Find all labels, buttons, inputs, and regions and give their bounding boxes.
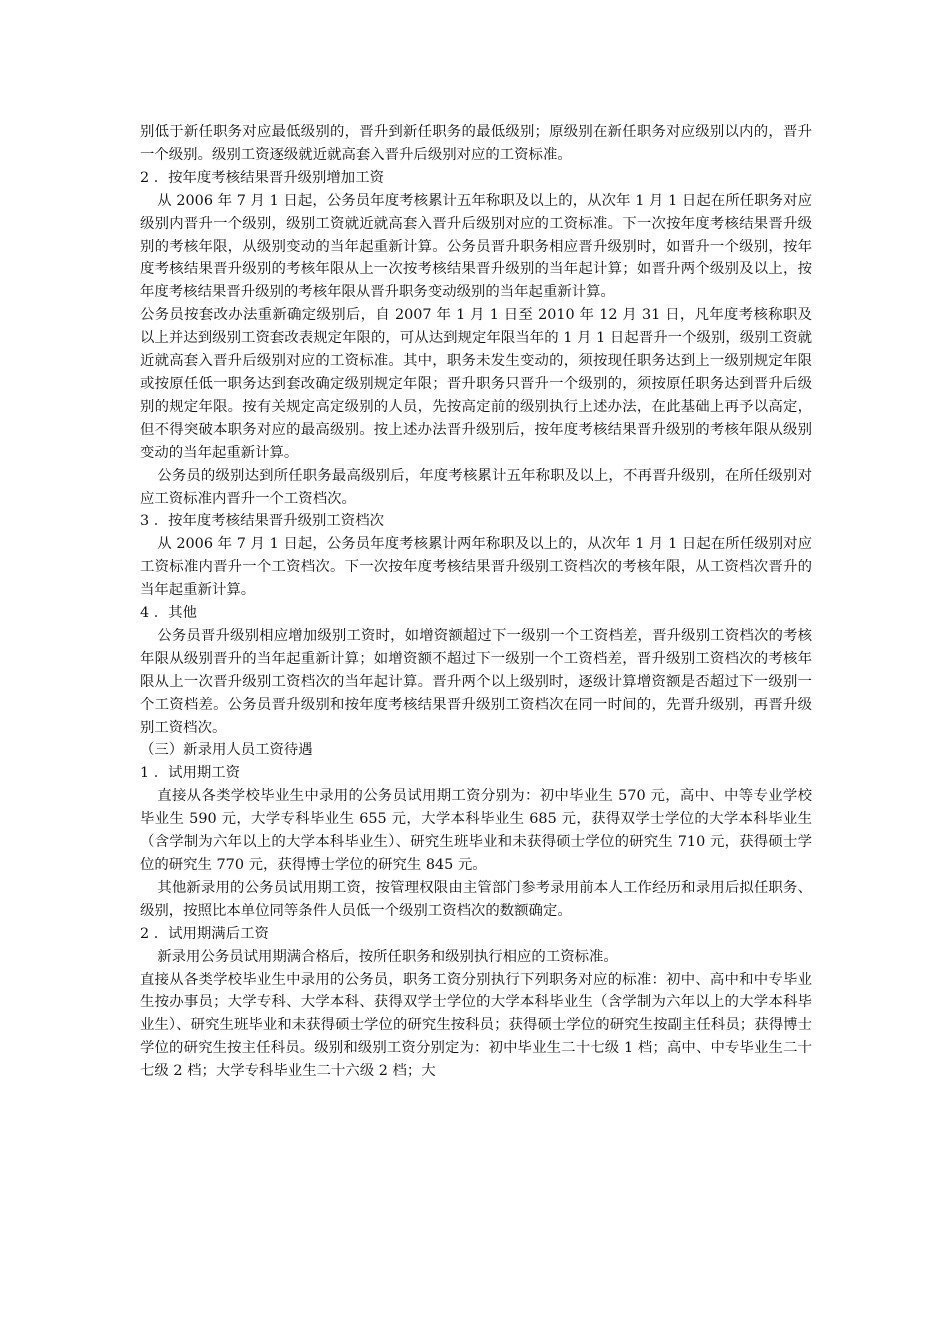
section-heading: 2 ．试用期满后工资	[140, 925, 269, 942]
body-paragraph: 公务员晋升级别相应增加级别工资时，如增资额超过下一级别一个工资档差，晋升级别工资档次的考核年限从级别晋升的当年起重新计算；如增资额不超过下一级别一个工资档差，晋升级别工资档次的考核年限从上一次晋升级别工资档次的当年起计算。晋升两个以上级别时，逐级计算增资额是否超过下一级别一个工资档差。公务员晋升级别和按年度考核结果晋升级别工资档次在同一时间的，先晋升级别，再晋升级别工资档次。	[140, 627, 812, 736]
section-heading: 2 ．按年度考核结果晋升级别增加工资	[140, 169, 384, 186]
section-heading: （三）新录用人员工资待遇	[140, 742, 313, 759]
document-body	[140, 121, 812, 1083]
body-paragraph: 其他新录用的公务员试用期工资，按管理权限由主管部门参考录用前本人工作经历和录用后拟任职务、级别，按照比本单位同等条件人员低一个级别工资档次的数额确定。	[140, 879, 812, 919]
body-paragraph: 从 2006 年 7 月 1 日起，公务员年度考核累计五年称职及以上的，从次年 1 月 1 日起在所任职务对应级别内晋升一个级别，级别工资就近就高套入晋升后级别对应的工资标准。下一次按年度考核结果晋升级别的考核年限，从级别变动的当年起重新计算。公务员晋升职务相应晋升级别时，如晋升一个级别，按年度考核结果晋升级别的考核年限从上一次按考核结果晋升级别的当年起计算；如晋升两个级别及以上，按年度考核结果晋升级别的考核年限从晋升职务变动级别的当年起重新计算。	[140, 192, 812, 301]
body-paragraph: 公务员的级别达到所任职务最高级别后，年度考核累计五年称职及以上，不再晋升级别，在所任级别对应工资标准内晋升一个工资档次。	[140, 467, 812, 507]
section-heading: 4 ．其他	[140, 605, 197, 622]
body-paragraph: 直接从各类学校毕业生中录用的公务员，职务工资分别执行下列职务对应的标准：初中、高中和中专毕业生按办事员；大学专科、大学本科、获得双学士学位的大学本科毕业生（含学制为六年以上的大学本科毕业生）、研究生班毕业和未获得硕士学位的研究生按科员；获得硕士学位的研究生按副主任科员；获得博士学位的研究生按主任科员。级别和级别工资分别定为：初中毕业生二十七级 1 档；高中、中专毕业生二十七级 2 档；大学专科毕业生二十六级 2 档；大	[140, 971, 812, 1080]
body-paragraph: 公务员按套改办法重新确定级别后，自 2007 年 1 月 1 日至 2010 年 12 月 31 日，凡年度考核称职及以上并达到级别工资套改表规定年限的，可从达到规定年限当年的 1 月 1 日起晋升一个级别，级别工资就近就高套入晋升后级别对应的工资标准。其中，职务未发生变动的，须按现任职务达到上一级别规定年限或按原任低一职务达到套改确定级别规定年限；晋升职务只晋升一个级别的，须按原任职务达到晋升后级别的规定年限。按有关规定高定级别的人员，先按高定前的级别执行上述办法，在此基础上再予以高定，但不得突破本职务对应的最高级别。按上述办法晋升级别后，按年度考核结果晋升级别的考核年限从级别变动的当年起重新计算。	[140, 307, 812, 461]
body-paragraph: 直接从各类学校毕业生中录用的公务员试用期工资分别为：初中毕业生 570 元，高中、中等专业学校毕业生 590 元，大学专科毕业生 655 元，大学本科毕业生 685 元，获得双学士学位的大学本科毕业生（含学制为六年以上的大学本科毕业生）、研究生班毕业和未获得硕士学位的研究生 710 元，获得硕士学位的研究生 770 元，获得博士学位的研究生 845 元。	[140, 788, 812, 873]
body-paragraph: 别低于新任职务对应最低级别的，晋升到新任职务的最低级别；原级别在新任职务对应级别以内的，晋升一个级别。级别工资逐级就近就高套入晋升后级别对应的工资标准。	[140, 124, 812, 163]
section-heading: 1 ．试用期工资	[140, 765, 241, 782]
body-paragraph: 新录用公务员试用期满合格后，按所任职务和级别执行相应的工资标准。	[157, 948, 618, 965]
body-paragraph: 从 2006 年 7 月 1 日起，公务员年度考核累计两年称职及以上的，从次年 1 月 1 日起在所任级别对应工资标准内晋升一个工资档次。下一次按年度考核结果晋升级别工资档次的考核年限，从工资档次晋升的当年起重新计算。	[140, 536, 812, 599]
section-heading: 3 ．按年度考核结果晋升级别工资档次	[140, 513, 384, 530]
